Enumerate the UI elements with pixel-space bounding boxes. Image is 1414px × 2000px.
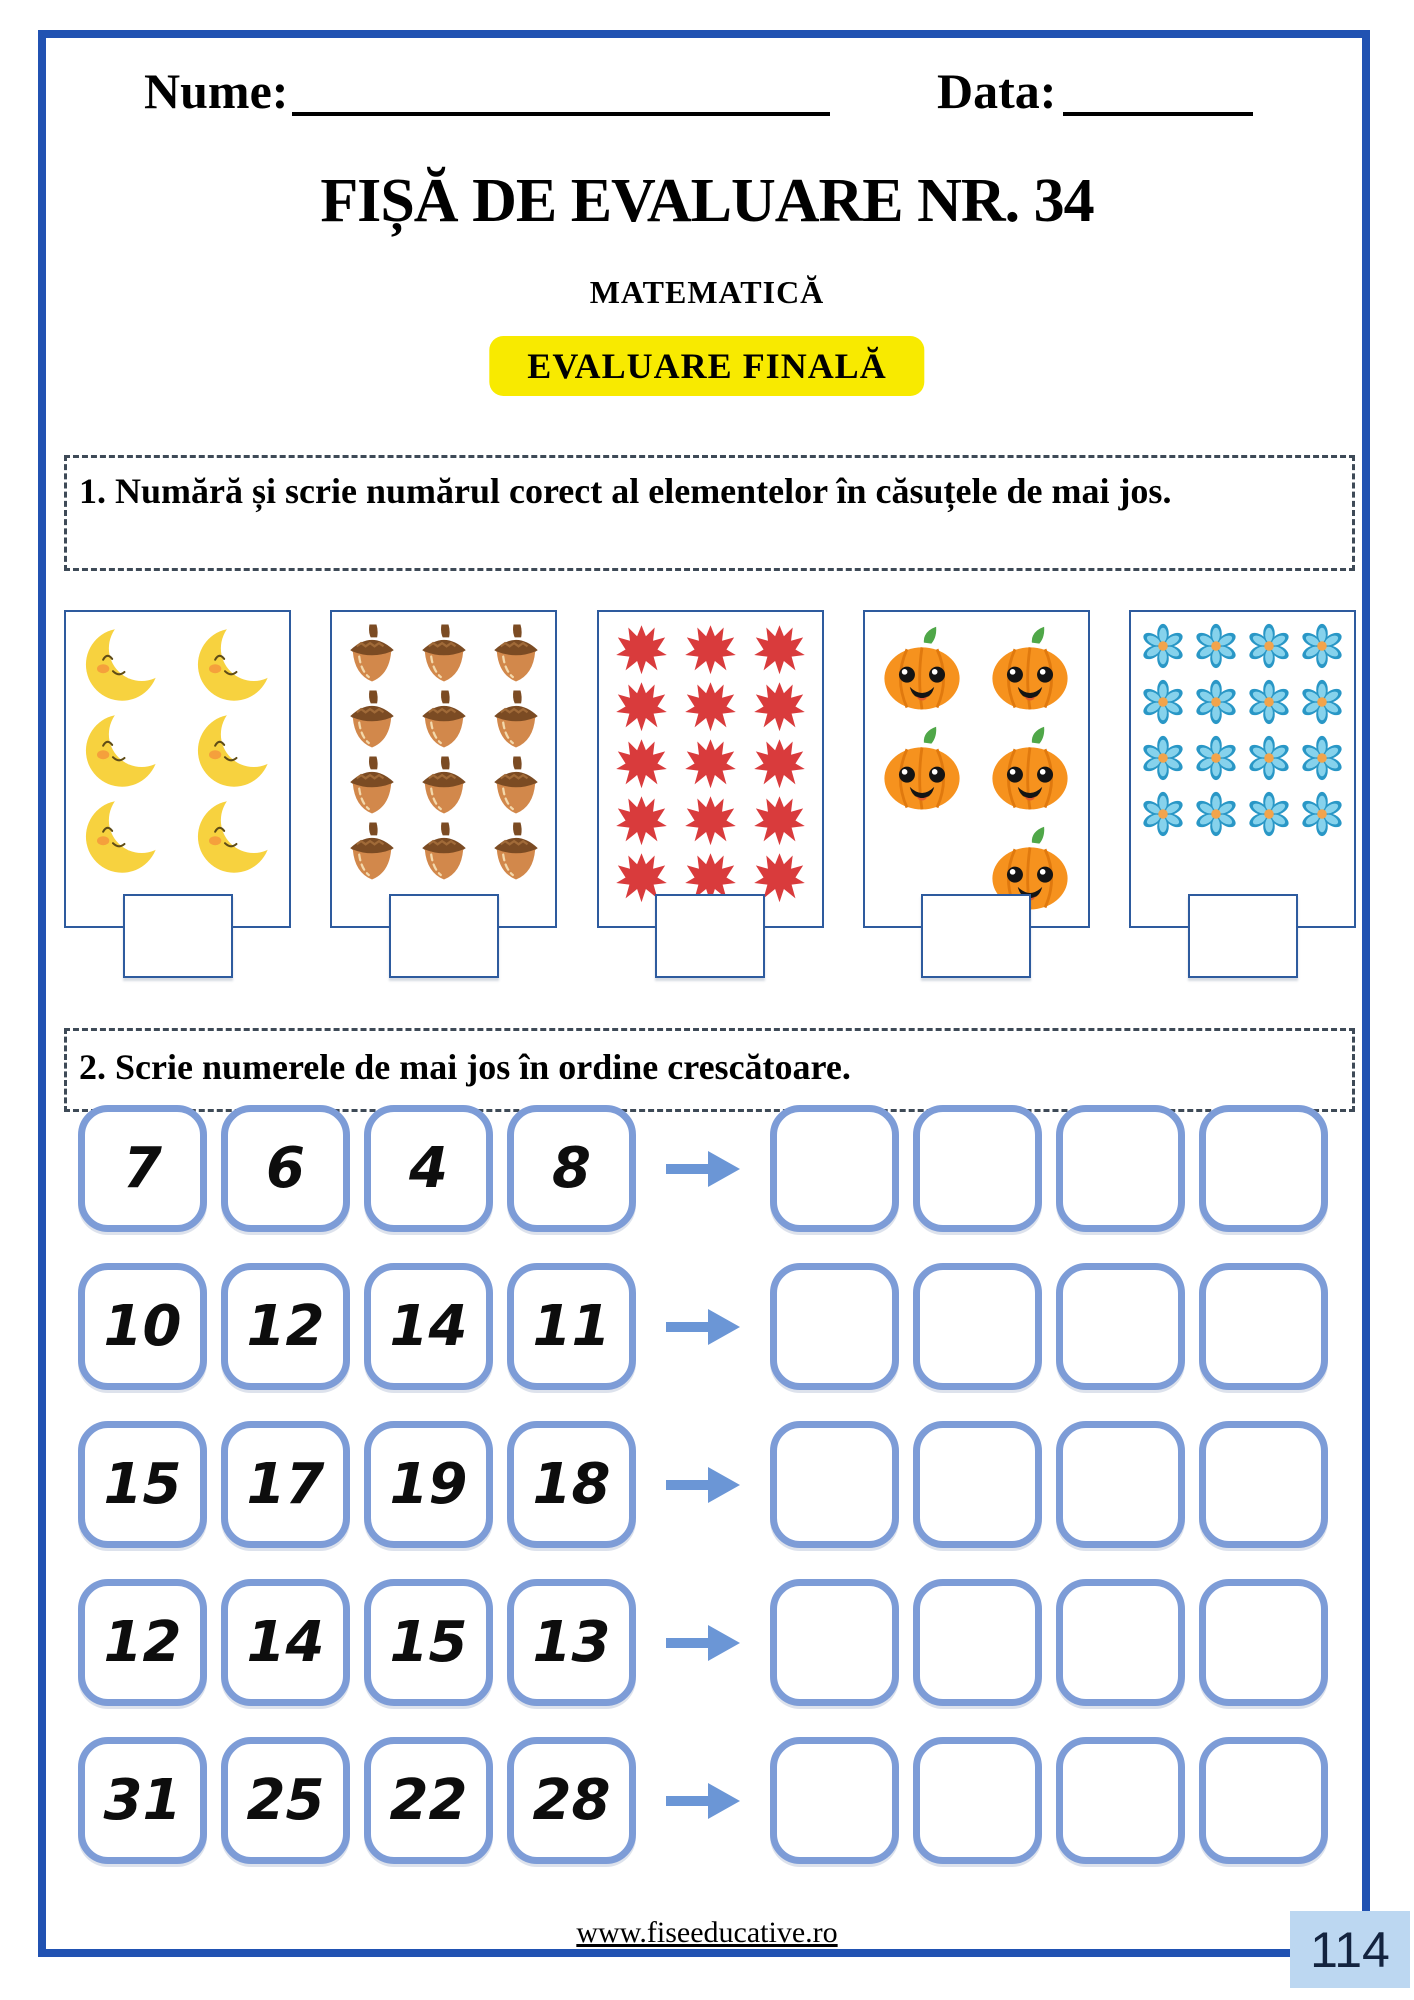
answer-slots-group [770,1421,1328,1548]
flower-icon [1245,622,1293,670]
arrow-right-icon [664,1781,742,1821]
counting-box [597,610,824,928]
number-card: 11 [507,1263,636,1390]
order-answer-box[interactable] [913,1579,1042,1706]
leaf-icon [683,793,738,848]
flower-icon [1192,622,1240,670]
counting-box [1129,610,1356,928]
order-answer-box[interactable] [1056,1421,1185,1548]
moon-icon [81,708,163,790]
arrow-right-icon [664,1465,742,1505]
number-card: 13 [507,1579,636,1706]
moon-icon [193,708,275,790]
icon-grid [865,622,1088,916]
flower-icon [1139,790,1187,838]
given-numbers-group [78,1579,636,1706]
final-evaluation-badge: EVALUARE FINALĂ [489,336,924,396]
pumpkin-icon [983,622,1077,716]
acorn-icon [484,820,548,884]
leaf-icon [752,622,807,677]
arrow-right-icon [664,1623,742,1663]
acorn-icon [484,622,548,686]
flower-icon [1192,790,1240,838]
order-answer-box[interactable] [913,1421,1042,1548]
acorn-icon [340,754,404,818]
acorn-icon [340,820,404,884]
acorn-icon [340,688,404,752]
flower-icon [1298,790,1346,838]
number-card: 14 [364,1263,493,1390]
acorn-icon [484,688,548,752]
name-label: Nume: [144,63,289,119]
counting-box [863,610,1090,928]
acorn-icon [412,622,476,686]
date-label: Data: [937,63,1057,119]
number-card: 17 [221,1421,350,1548]
flower-icon [1298,734,1346,782]
number-card: 8 [507,1105,636,1232]
icon-grid [1131,622,1354,838]
given-numbers-group [78,1263,636,1390]
moon-icon [81,794,163,876]
leaf-icon [614,679,669,734]
ordering-row [78,1579,1328,1706]
leaf-icon [614,622,669,677]
given-numbers-group [78,1421,636,1548]
given-numbers-group [78,1737,636,1864]
order-answer-box[interactable] [1056,1579,1185,1706]
leaf-icon [683,736,738,791]
answer-slots-group [770,1737,1328,1864]
ordering-row [78,1263,1328,1390]
order-answer-box[interactable] [770,1579,899,1706]
flower-icon [1139,622,1187,670]
ordering-row [78,1105,1328,1232]
arrow-right-icon [664,1149,742,1189]
answer-slots-group [770,1579,1328,1706]
website-link[interactable]: www.fiseeducative.ro [576,1916,838,1949]
number-card: 19 [364,1421,493,1548]
answer-slots-group [770,1105,1328,1232]
order-answer-box[interactable] [1199,1105,1328,1232]
number-card: 28 [507,1737,636,1864]
task1-counting-boxes [64,610,1356,928]
number-card: 6 [221,1105,350,1232]
flower-icon [1245,790,1293,838]
count-answer-box[interactable] [655,894,765,978]
number-card: 25 [221,1737,350,1864]
leaf-icon [752,736,807,791]
number-card: 18 [507,1421,636,1548]
pumpkin-icon [983,722,1077,816]
count-answer-box[interactable] [1188,894,1298,978]
flower-icon [1245,678,1293,726]
task2-instruction: 2. Scrie numerele de mai jos în ordine crescătoare. [64,1028,1355,1112]
leaf-icon [752,679,807,734]
number-card: 22 [364,1737,493,1864]
subject-heading: MATEMATICĂ [589,274,825,310]
order-answer-box[interactable] [913,1737,1042,1864]
leaf-icon [614,736,669,791]
order-answer-box[interactable] [1056,1263,1185,1390]
number-card: 14 [221,1579,350,1706]
flower-icon [1298,678,1346,726]
number-card: 31 [78,1737,207,1864]
count-answer-box[interactable] [123,894,233,978]
count-answer-box[interactable] [389,894,499,978]
pumpkin-icon [875,622,969,716]
page-number-badge: 114 [1290,1911,1410,1988]
name-fill-line[interactable] [292,112,830,116]
order-answer-box[interactable] [1199,1579,1328,1706]
number-card: 12 [221,1263,350,1390]
order-answer-box[interactable] [1199,1263,1328,1390]
order-answer-box[interactable] [1056,1737,1185,1864]
date-fill-line[interactable] [1063,112,1253,116]
order-answer-box[interactable] [1199,1421,1328,1548]
count-answer-box[interactable] [921,894,1031,978]
icon-grid [599,622,822,905]
task1-instruction: 1. Numără și scrie numărul corect al elementelor în căsuțele de mai jos. [64,455,1355,571]
counting-box [64,610,291,928]
number-card: 12 [78,1579,207,1706]
task2-ordering-rows [78,1105,1328,1864]
order-answer-box[interactable] [1199,1737,1328,1864]
flower-icon [1192,734,1240,782]
number-card: 10 [78,1263,207,1390]
order-answer-box[interactable] [770,1105,899,1232]
moon-icon [193,622,275,704]
number-card: 15 [78,1421,207,1548]
flower-icon [1139,734,1187,782]
order-answer-box[interactable] [770,1737,899,1864]
icon-grid [66,622,289,876]
order-answer-box[interactable] [913,1105,1042,1232]
leaf-icon [683,679,738,734]
number-card: 4 [364,1105,493,1232]
pumpkin-icon [875,722,969,816]
answer-slots-group [770,1263,1328,1390]
leaf-icon [752,793,807,848]
acorn-icon [484,754,548,818]
order-answer-box[interactable] [770,1421,899,1548]
flower-icon [1192,678,1240,726]
flower-icon [1298,622,1346,670]
ordering-row [78,1421,1328,1548]
number-card: 7 [78,1105,207,1232]
arrow-right-icon [664,1307,742,1347]
flower-icon [1139,678,1187,726]
leaf-icon [614,793,669,848]
acorn-icon [412,688,476,752]
acorn-icon [412,820,476,884]
icon-grid [332,622,555,884]
moon-icon [193,794,275,876]
acorn-icon [412,754,476,818]
number-card: 15 [364,1579,493,1706]
counting-box [330,610,557,928]
ordering-row [78,1737,1328,1864]
order-answer-box[interactable] [770,1263,899,1390]
leaf-icon [683,622,738,677]
moon-icon [81,622,163,704]
page-title: FIȘĂ DE EVALUARE NR. 34 [320,167,1094,235]
given-numbers-group [78,1105,636,1232]
order-answer-box[interactable] [1056,1105,1185,1232]
order-answer-box[interactable] [913,1263,1042,1390]
flower-icon [1245,734,1293,782]
acorn-icon [340,622,404,686]
